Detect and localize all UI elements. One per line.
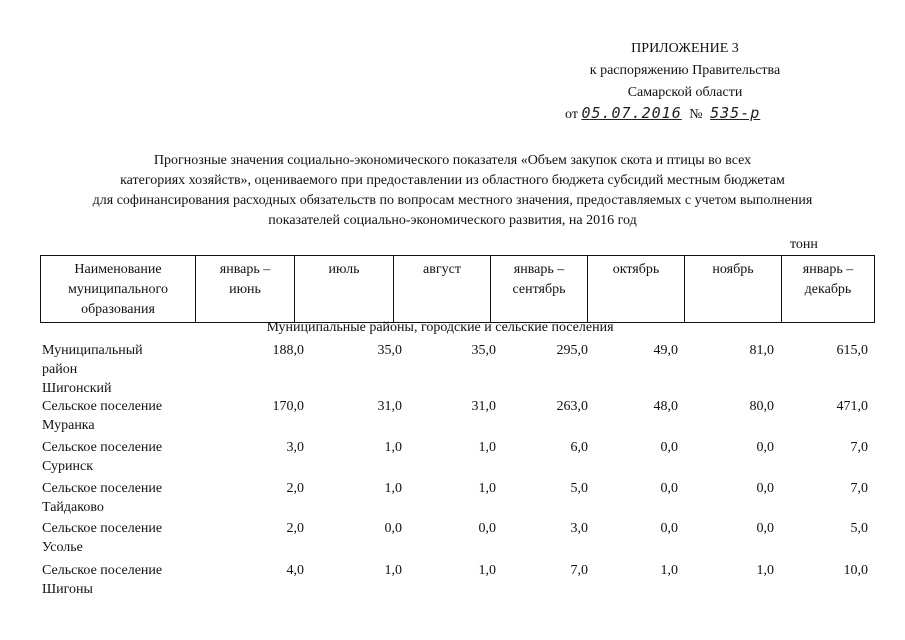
appendix-line-2: к распоряжению Правительства <box>589 63 781 78</box>
cell-nov: 80,0 <box>749 399 774 414</box>
column-header-jul: июль <box>295 256 394 323</box>
order-reference <box>565 104 760 123</box>
column-header-name: Наименование муниципального образования <box>41 256 196 323</box>
cell-jan-jun: 3,0 <box>286 440 304 455</box>
cell-oct: 0,0 <box>660 521 678 536</box>
cell-jan-dec: 471,0 <box>836 399 868 414</box>
column-header-oct: октябрь <box>588 256 685 323</box>
cell-jan-sep: 5,0 <box>570 481 588 496</box>
title-line: показателей социально-экономического развития, на 2016 год <box>268 213 637 228</box>
cell-jan-jun: 2,0 <box>286 481 304 496</box>
order-number: 535-р <box>710 104 761 122</box>
cell-aug: 31,0 <box>471 399 496 414</box>
cell-nov: 81,0 <box>749 343 774 358</box>
cell-jan-sep: 295,0 <box>556 343 588 358</box>
cell-nov: 0,0 <box>756 440 774 455</box>
cell-jan-dec: 7,0 <box>850 440 868 455</box>
row-name: Сельское поселение Усолье <box>42 521 163 555</box>
column-header-jan-dec: январь – декабрь <box>782 256 875 323</box>
title-line: для софинансирования расходных обязательств по вопросам местного значения, предоставляемых с учетом выполнения <box>92 193 813 208</box>
cell-jul: 35,0 <box>377 343 402 358</box>
cell-jan-dec: 10,0 <box>843 563 868 578</box>
order-prefix: от <box>565 107 578 122</box>
cell-jul: 0,0 <box>384 521 402 536</box>
cell-jan-sep: 7,0 <box>570 563 588 578</box>
column-header-nov: ноябрь <box>685 256 782 323</box>
cell-oct: 49,0 <box>653 343 678 358</box>
cell-oct: 1,0 <box>660 563 678 578</box>
cell-oct: 0,0 <box>660 440 678 455</box>
cell-jan-dec: 615,0 <box>836 343 868 358</box>
cell-oct: 48,0 <box>653 399 678 414</box>
unit-label: тонн <box>790 237 818 252</box>
row-name: Муниципальный район Шигонский <box>42 343 143 396</box>
cell-oct: 0,0 <box>660 481 678 496</box>
cell-jan-dec: 5,0 <box>850 521 868 536</box>
section-label: Муниципальные районы, городские и сельские поселения <box>266 320 614 335</box>
cell-nov: 0,0 <box>756 481 774 496</box>
cell-jan-jun: 4,0 <box>286 563 304 578</box>
title-line: категориях хозяйств», оцениваемого при предоставлении из областного бюджета субсидий местным бюджетам <box>120 173 785 188</box>
column-header-aug: август <box>394 256 491 323</box>
column-header-jan-sep: январь – сентябрь <box>491 256 588 323</box>
cell-jan-sep: 263,0 <box>556 399 588 414</box>
appendix-title: ПРИЛОЖЕНИЕ 3 <box>631 41 739 56</box>
table-header <box>40 255 875 323</box>
appendix-line-3: Самарской области <box>627 85 743 100</box>
cell-nov: 1,0 <box>756 563 774 578</box>
row-name: Сельское поселение Муранка <box>42 399 163 433</box>
cell-jan-sep: 6,0 <box>570 440 588 455</box>
cell-jan-jun: 188,0 <box>272 343 304 358</box>
cell-aug: 1,0 <box>478 440 496 455</box>
order-number-sign: № <box>689 107 703 122</box>
cell-jan-sep: 3,0 <box>570 521 588 536</box>
cell-aug: 0,0 <box>478 521 496 536</box>
row-name: Сельское поселение Шигоны <box>42 563 163 597</box>
cell-jul: 1,0 <box>384 563 402 578</box>
row-name: Сельское поселение Суринск <box>42 440 163 474</box>
cell-aug: 35,0 <box>471 343 496 358</box>
cell-jul: 31,0 <box>377 399 402 414</box>
cell-jan-jun: 170,0 <box>272 399 304 414</box>
cell-jul: 1,0 <box>384 481 402 496</box>
cell-aug: 1,0 <box>478 563 496 578</box>
cell-jan-dec: 7,0 <box>850 481 868 496</box>
row-name: Сельское поселение Тайдаково <box>42 481 163 515</box>
column-header-jan-jun: январь – июнь <box>196 256 295 323</box>
appendix-block <box>560 38 810 104</box>
cell-jul: 1,0 <box>384 440 402 455</box>
cell-aug: 1,0 <box>478 481 496 496</box>
header-row <box>41 256 875 323</box>
cell-nov: 0,0 <box>756 521 774 536</box>
cell-jan-jun: 2,0 <box>286 521 304 536</box>
order-date: 05.07.2016 <box>581 104 682 122</box>
title-line: Прогнозные значения социально-экономического показателя «Объем закупок скота и птицы во всех <box>153 153 752 168</box>
document-title <box>30 151 875 231</box>
